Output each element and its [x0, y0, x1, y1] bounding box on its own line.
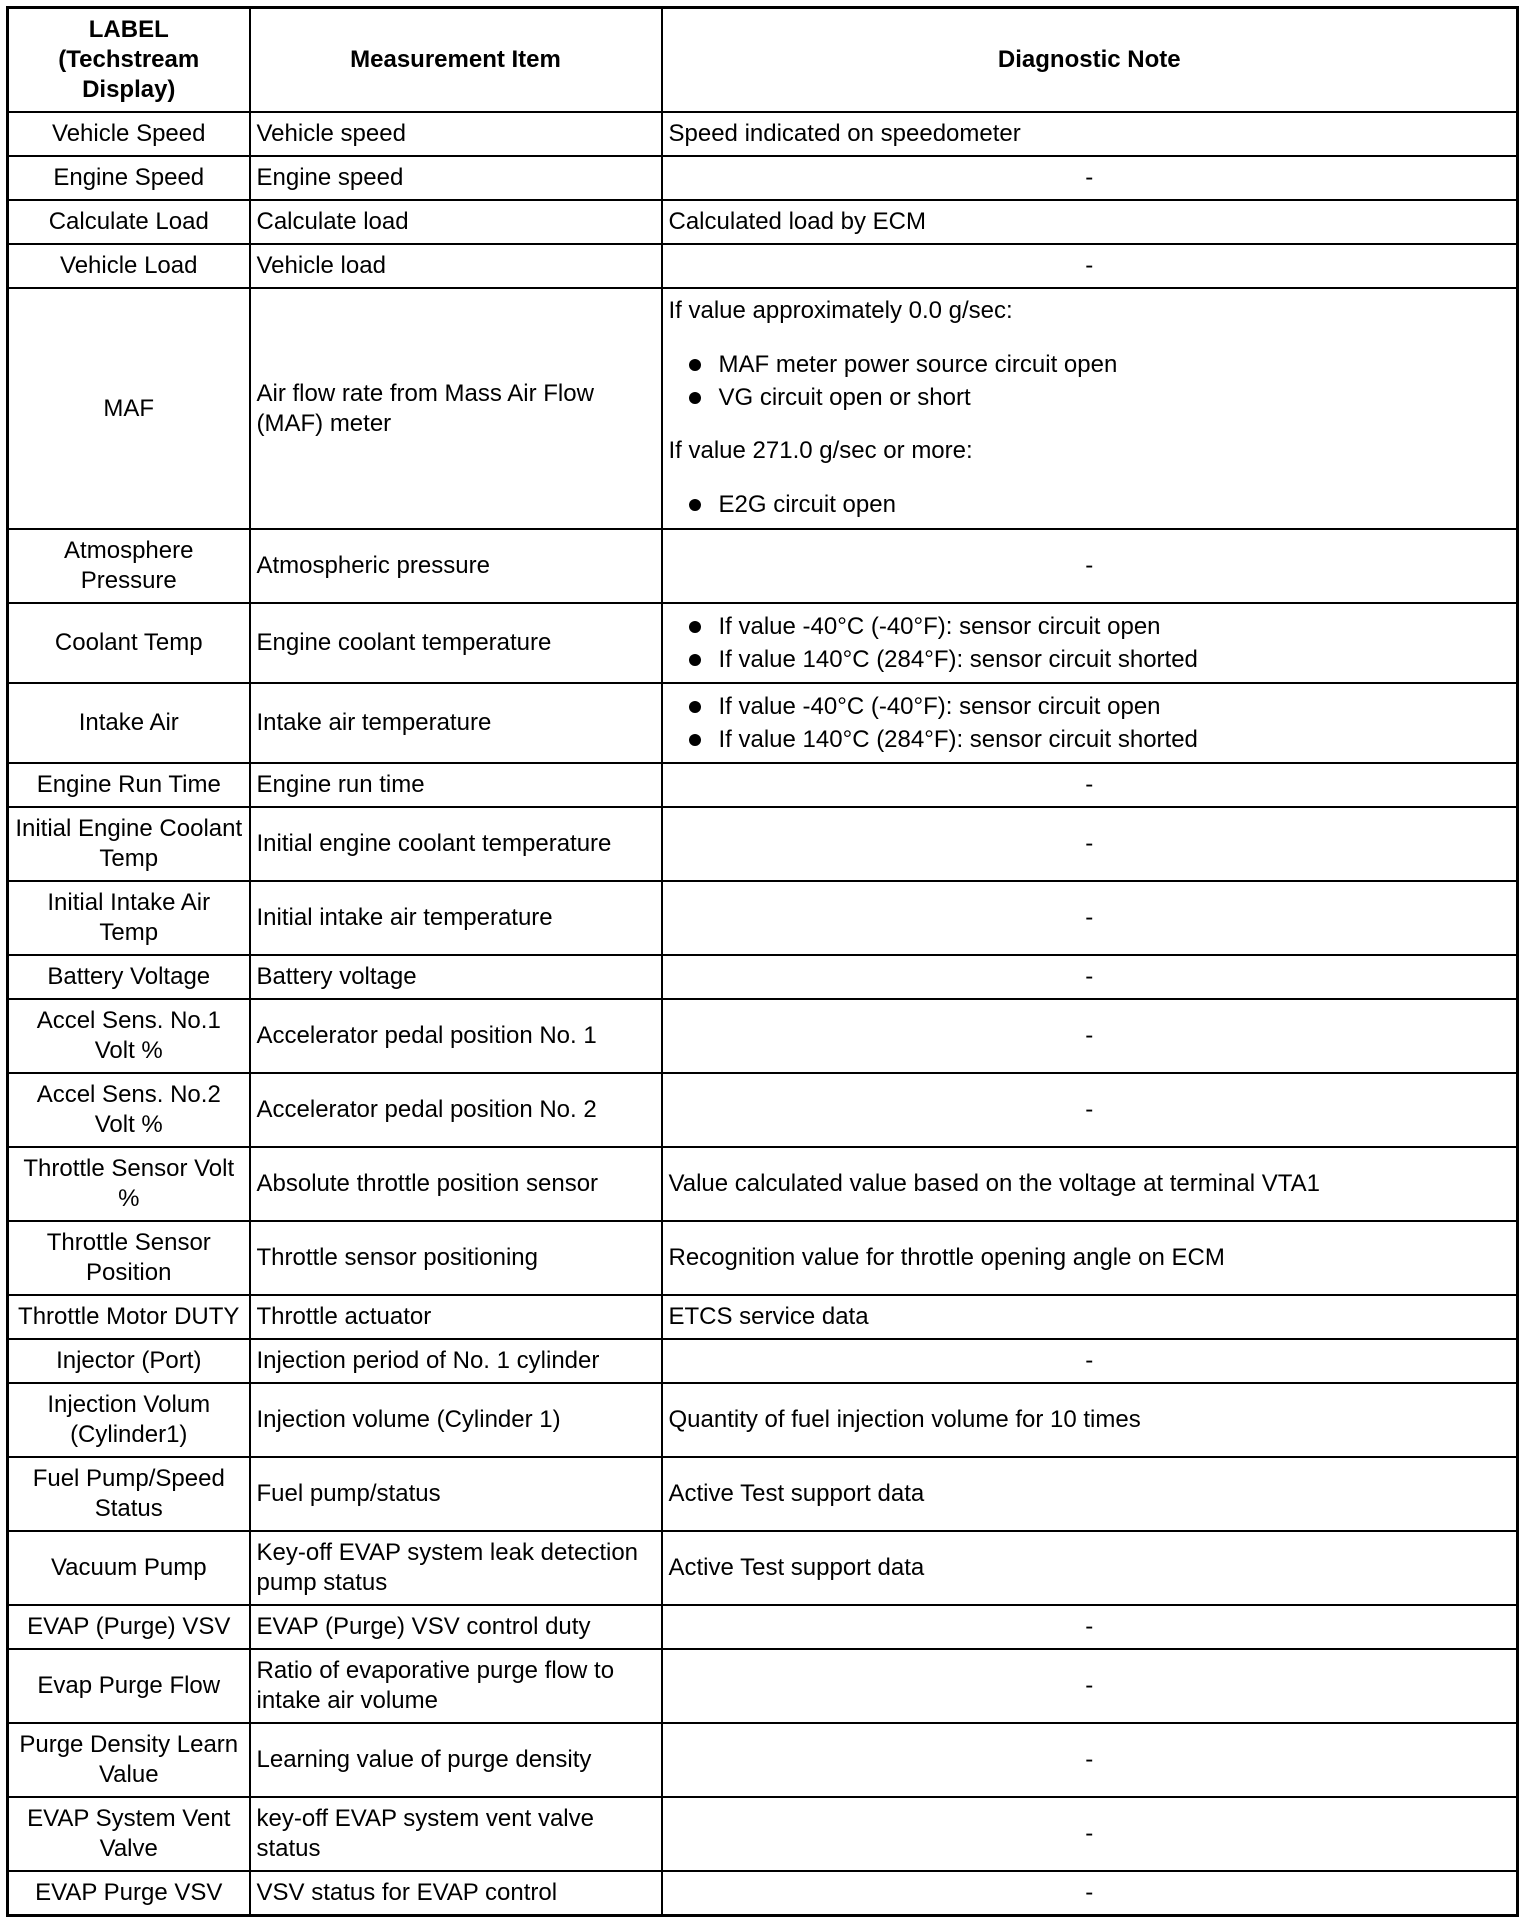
list-item: MAF meter power source circuit open [669, 348, 1511, 381]
cell-note: Active Test support data [662, 1531, 1518, 1605]
cell-item: Key-off EVAP system leak detection pump status [250, 1531, 662, 1605]
cell-label: Engine Run Time [8, 763, 250, 807]
cell-note: - [662, 1339, 1518, 1383]
cell-label: Intake Air [8, 683, 250, 763]
cell-note: Quantity of fuel injection volume for 10 times [662, 1383, 1518, 1457]
table-row [8, 955, 1518, 999]
cell-note: - [662, 156, 1518, 200]
cell-item: key-off EVAP system vent valve status [250, 1797, 662, 1871]
cell-note: - [662, 1871, 1518, 1916]
cell-note: - [662, 529, 1518, 603]
cell-item: Engine speed [250, 156, 662, 200]
cell-label: Vehicle Load [8, 244, 250, 288]
cell-label: Purge Density Learn Value [8, 1723, 250, 1797]
cell-item: Injection volume (Cylinder 1) [250, 1383, 662, 1457]
cell-item: Accelerator pedal position No. 1 [250, 999, 662, 1073]
header-label: LABEL (Techstream Display) [8, 8, 250, 113]
cell-label: Initial Intake Air Temp [8, 881, 250, 955]
cell-label: Accel Sens. No.1 Volt % [8, 999, 250, 1073]
cell-note: - [662, 244, 1518, 288]
table-row [8, 1723, 1518, 1797]
list-item: If value -40°C (-40°F): sensor circuit open [669, 690, 1511, 723]
cell-note: ETCS service data [662, 1295, 1518, 1339]
cell-item: Atmospheric pressure [250, 529, 662, 603]
cell-item: Engine run time [250, 763, 662, 807]
cell-note: Value calculated value based on the voltage at terminal VTA1 [662, 1147, 1518, 1221]
cell-label: MAF [8, 288, 250, 529]
list-item: If value 140°C (284°F): sensor circuit shorted [669, 723, 1511, 756]
cell-note: - [662, 1073, 1518, 1147]
cell-label: Vehicle Speed [8, 112, 250, 156]
table-row [8, 1531, 1518, 1605]
table-row [8, 1339, 1518, 1383]
cell-item: EVAP (Purge) VSV control duty [250, 1605, 662, 1649]
cell-item: Ratio of evaporative purge flow to intake air volume [250, 1649, 662, 1723]
cell-note: - [662, 881, 1518, 955]
note-bullet-list [669, 348, 1511, 414]
table-row [8, 288, 1518, 529]
cell-label: Coolant Temp [8, 603, 250, 683]
list-item: E2G circuit open [669, 488, 1511, 521]
cell-item: Vehicle load [250, 244, 662, 288]
table-row [8, 1221, 1518, 1295]
cell-note: Recognition value for throttle opening angle on ECM [662, 1221, 1518, 1295]
note-bullet-list [669, 488, 1511, 521]
cell-item: Learning value of purge density [250, 1723, 662, 1797]
cell-item: Fuel pump/status [250, 1457, 662, 1531]
header-measurement-item: Measurement Item [250, 8, 662, 113]
cell-item: Throttle actuator [250, 1295, 662, 1339]
list-item: If value 140°C (284°F): sensor circuit shorted [669, 643, 1511, 676]
table-row [8, 1073, 1518, 1147]
table-row [8, 1295, 1518, 1339]
cell-label: Fuel Pump/Speed Status [8, 1457, 250, 1531]
cell-label: Accel Sens. No.2 Volt % [8, 1073, 250, 1147]
cell-note [662, 683, 1518, 763]
table-row [8, 1871, 1518, 1916]
table-row [8, 1383, 1518, 1457]
cell-label: Throttle Motor DUTY [8, 1295, 250, 1339]
table-row [8, 1605, 1518, 1649]
cell-label: Battery Voltage [8, 955, 250, 999]
cell-label: Evap Purge Flow [8, 1649, 250, 1723]
table-row [8, 112, 1518, 156]
header-diagnostic-note: Diagnostic Note [662, 8, 1518, 113]
cell-note: - [662, 999, 1518, 1073]
table-row [8, 244, 1518, 288]
cell-item: Calculate load [250, 200, 662, 244]
cell-label: Engine Speed [8, 156, 250, 200]
cell-note [662, 603, 1518, 683]
note-bullet-list [669, 610, 1511, 676]
cell-item: VSV status for EVAP control [250, 1871, 662, 1916]
note-intro: If value approximately 0.0 g/sec: [668, 297, 1013, 324]
table-row [8, 999, 1518, 1073]
cell-note: - [662, 1649, 1518, 1723]
cell-label: EVAP Purge VSV [8, 1871, 250, 1916]
table-row [8, 1147, 1518, 1221]
cell-item: Absolute throttle position sensor [250, 1147, 662, 1221]
cell-item: Vehicle speed [250, 112, 662, 156]
table-row [8, 1457, 1518, 1531]
table-row [8, 881, 1518, 955]
cell-label: EVAP (Purge) VSV [8, 1605, 250, 1649]
cell-label: Initial Engine Coolant Temp [8, 807, 250, 881]
cell-note: - [662, 1723, 1518, 1797]
cell-label: Throttle Sensor Volt % [8, 1147, 250, 1221]
table-row [8, 1797, 1518, 1871]
cell-note [662, 288, 1518, 529]
table-row [8, 763, 1518, 807]
table-row [8, 156, 1518, 200]
cell-note: - [662, 1605, 1518, 1649]
table-row [8, 683, 1518, 763]
list-item: If value -40°C (-40°F): sensor circuit open [669, 610, 1511, 643]
list-item: VG circuit open or short [669, 381, 1511, 414]
cell-item: Injection period of No. 1 cylinder [250, 1339, 662, 1383]
cell-item: Throttle sensor positioning [250, 1221, 662, 1295]
note-bullet-list [669, 690, 1511, 756]
cell-note: - [662, 955, 1518, 999]
table-row [8, 807, 1518, 881]
cell-item: Accelerator pedal position No. 2 [250, 1073, 662, 1147]
techstream-data-list-table [6, 6, 1519, 1917]
cell-item: Air flow rate from Mass Air Flow (MAF) meter [250, 288, 662, 529]
table-row [8, 529, 1518, 603]
table-row [8, 200, 1518, 244]
table-row [8, 1649, 1518, 1723]
cell-label: Atmosphere Pressure [8, 529, 250, 603]
note-intro: If value 271.0 g/sec or more: [668, 437, 973, 464]
cell-label: Injector (Port) [8, 1339, 250, 1383]
cell-label: Calculate Load [8, 200, 250, 244]
table-row [8, 603, 1518, 683]
cell-note: - [662, 1797, 1518, 1871]
cell-label: EVAP System Vent Valve [8, 1797, 250, 1871]
cell-item: Initial engine coolant temperature [250, 807, 662, 881]
cell-note: - [662, 763, 1518, 807]
cell-item: Initial intake air temperature [250, 881, 662, 955]
cell-label: Vacuum Pump [8, 1531, 250, 1605]
cell-note: Active Test support data [662, 1457, 1518, 1531]
cell-item: Battery voltage [250, 955, 662, 999]
table-header-row [8, 8, 1518, 113]
cell-note: Calculated load by ECM [662, 200, 1518, 244]
cell-note: - [662, 807, 1518, 881]
cell-item: Engine coolant temperature [250, 603, 662, 683]
cell-label: Throttle Sensor Position [8, 1221, 250, 1295]
document-page [6, 6, 1516, 1917]
cell-item: Intake air temperature [250, 683, 662, 763]
cell-note: Speed indicated on speedometer [662, 112, 1518, 156]
cell-label: Injection Volum (Cylinder1) [8, 1383, 250, 1457]
